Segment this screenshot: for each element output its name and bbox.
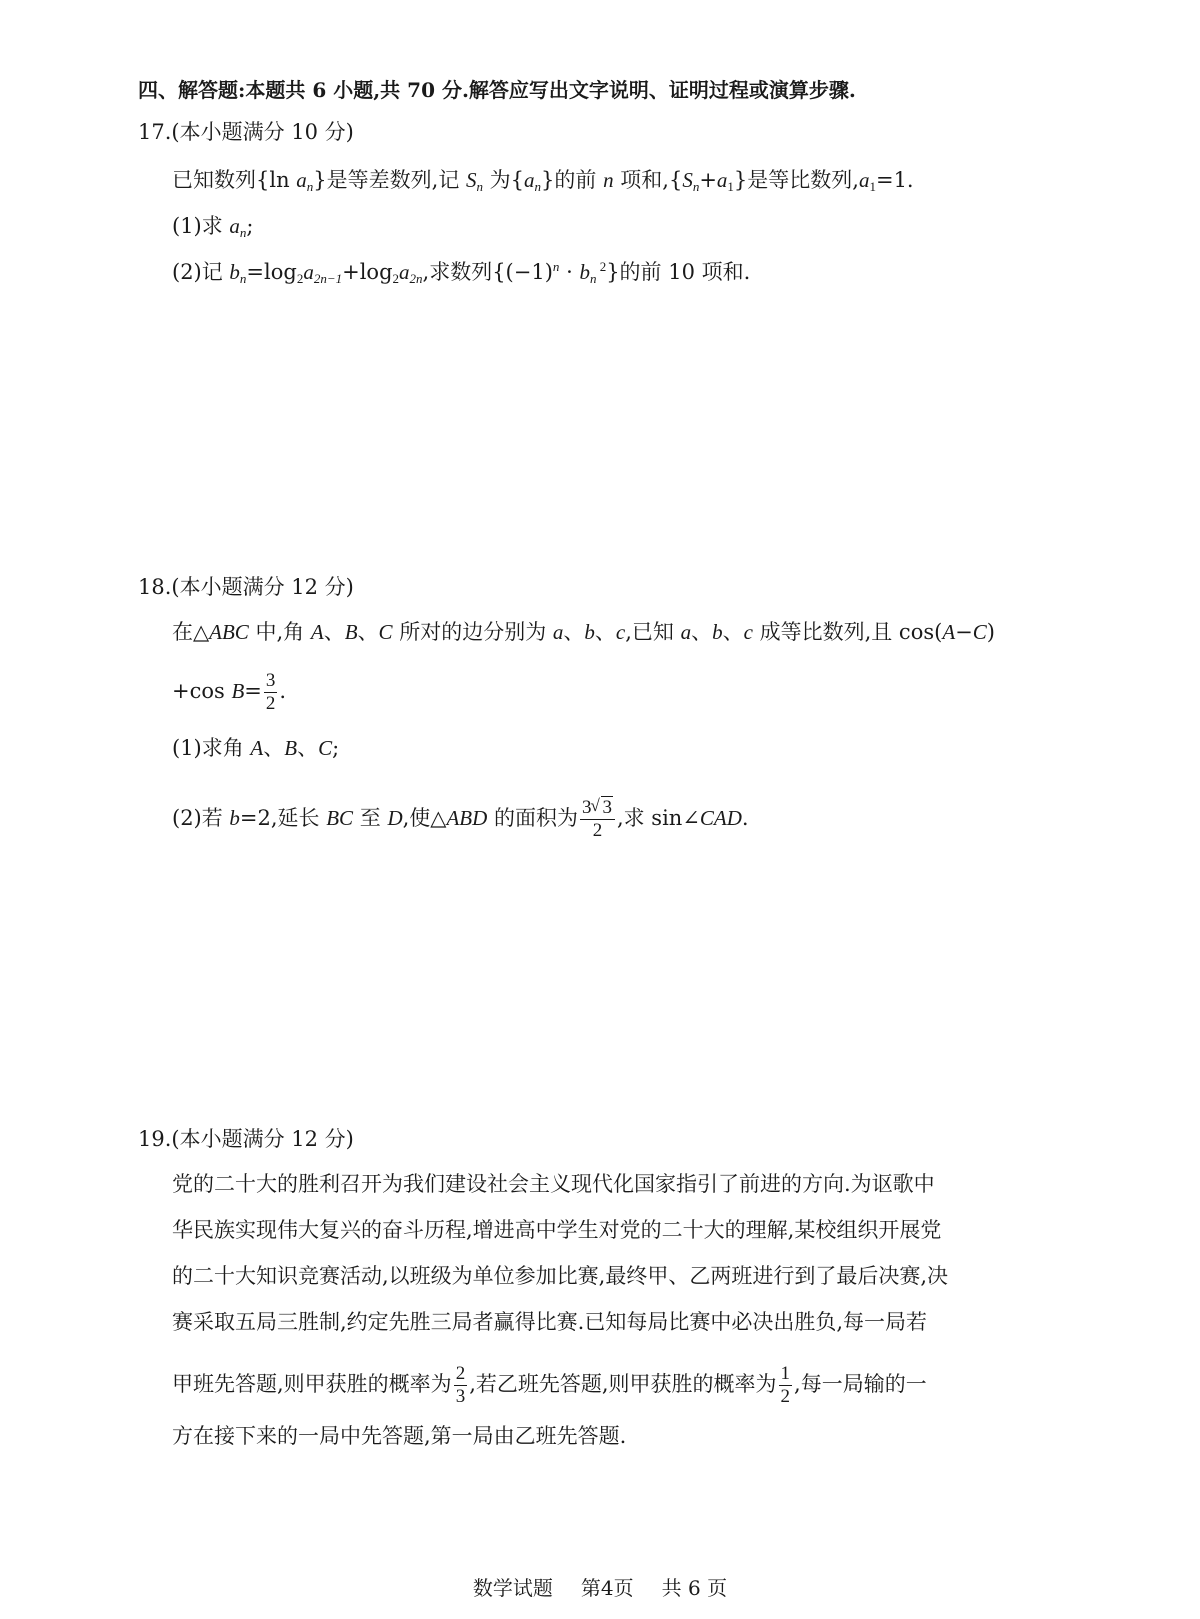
q17-title: 17.(本小题满分 10 分)	[138, 120, 354, 144]
fraction-two-thirds: $\frac{2}{3}$	[455, 1363, 466, 1407]
fraction-three-root-three-halves: $\frac{3√ 3}{2}$	[580, 797, 615, 842]
page-footer	[0, 1572, 1200, 1601]
q18-line1: 在△ABC 中,角 A、B、C 所对的边分别为 a、b、c,已知 a、b、c 成等比数列,且 cos(A−C)	[172, 620, 995, 644]
section-header: 四、解答题:本题共 6 小题,共 70 分.解答应写出文字说明、证明过程或演算步骤.	[138, 78, 856, 102]
q17-part2: (2)记 $b_n=\log_2a_{2n-1}+\log_2a_{2n}$,求数列{$(-1)^n \cdot b_n$ $^2$}的前 10 项和.	[172, 259, 751, 286]
footer-page-number: 第4页	[580, 1576, 634, 1600]
square-root-icon: √ 3	[591, 797, 613, 818]
q19-line6: 方在接下来的一局中先答题,第一局由乙班先答题.	[172, 1424, 627, 1448]
q18-title: 18.(本小题满分 12 分)	[138, 575, 354, 599]
q18-part1: (1)求角 A、B、C;	[172, 736, 340, 760]
q19-line1: 党的二十大的胜利召开为我们建设社会主义现代化国家指引了前进的方向.为讴歌中	[172, 1172, 935, 1196]
q18-part2: (2)若 b=2,延长 BC 至 D,使△ABD 的面积为 $\frac{3√ 3}{2}$ ,求 sin∠CAD.	[172, 797, 749, 842]
q19-line3: 的二十大知识竞赛活动,以班级为单位参加比赛,最终甲、乙两班进行到了最后决赛,决	[172, 1264, 949, 1288]
fraction-three-halves: $\frac{3}{2}$	[265, 670, 276, 714]
q17-statement: 已知数列{ln $a_n$}是等差数列,记 $S_n$ 为$\{a_n\}$的前 n 项和$,\{S_n+a_1\}$是等比数列$,a_1=1$.	[172, 168, 914, 194]
fraction-one-half: $\frac{1}{2}$	[780, 1363, 791, 1407]
q19-title: 19.(本小题满分 12 分)	[138, 1127, 354, 1151]
q17-part1: (1)求 $a_n$;	[172, 214, 254, 240]
footer-total-pages: 共 6 页	[661, 1576, 728, 1600]
q18-line2: +cos B= $\frac{3}{2}$ .	[172, 670, 287, 714]
q19-line2: 华民族实现伟大复兴的奋斗历程,增进高中学生对党的二十大的理解,某校组织开展党	[172, 1218, 942, 1242]
q19-line4: 赛采取五局三胜制,约定先胜三局者赢得比赛.已知每局比赛中必决出胜负,每一局若	[172, 1310, 928, 1334]
footer-subject: 数学试题	[472, 1576, 553, 1600]
q19-line5: 甲班先答题,则甲获胜的概率为 $\frac{2}{3}$ ,若乙班先答题,则甲获胜的概率为 $\frac{1}{2}$ ,每一局输的一	[172, 1363, 927, 1407]
